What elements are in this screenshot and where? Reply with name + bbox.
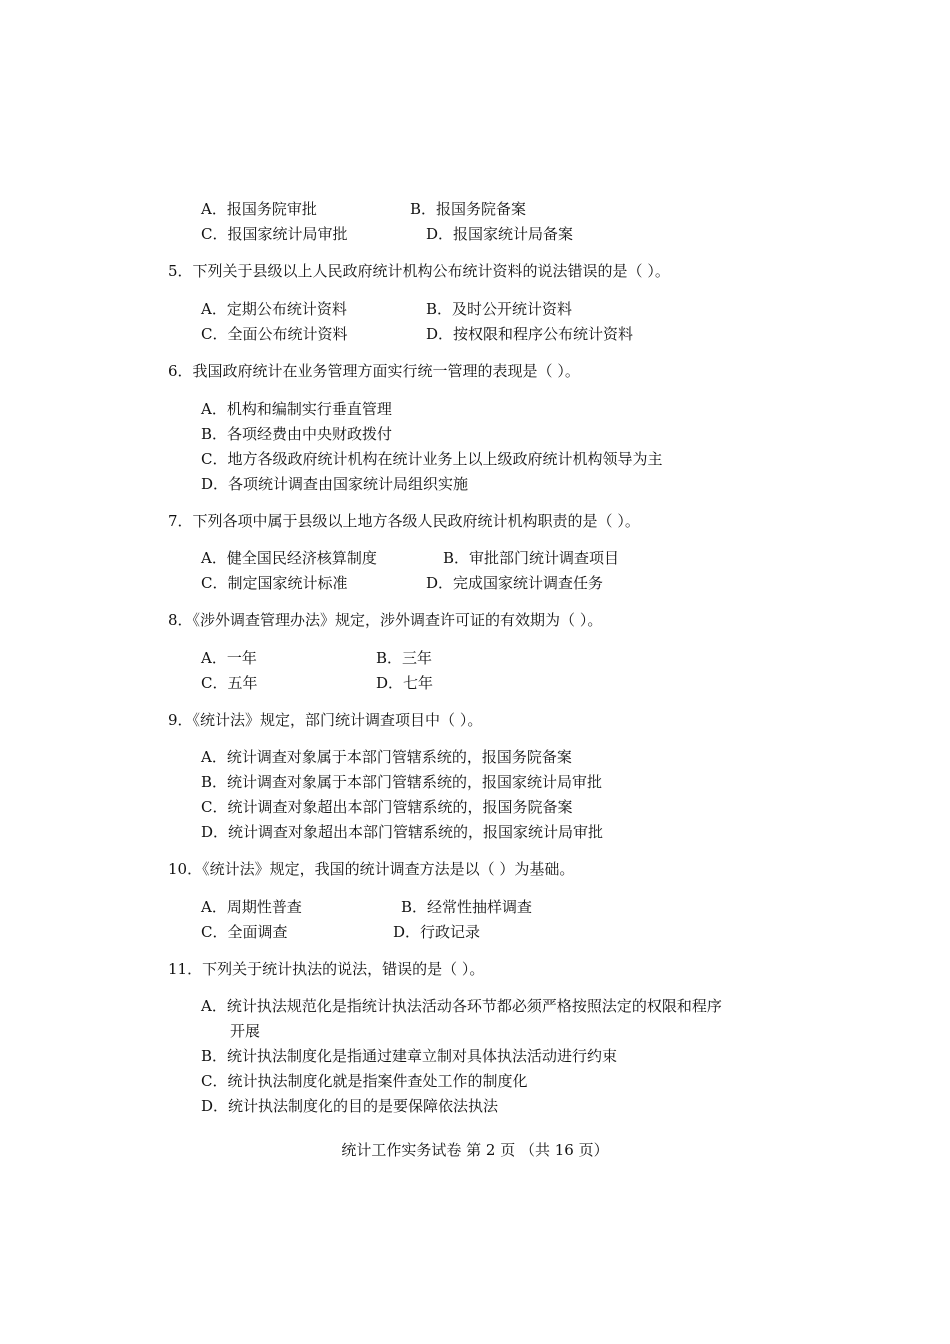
q6-stem: 6．我国政府统计在业务管理方面实行统一管理的表现是（ ）。 [168, 362, 580, 380]
q8-option-c: C．五年 [201, 674, 258, 692]
q8-option-a: A．一年 [201, 649, 257, 667]
q10-option-c: C．全面调查 [201, 923, 288, 941]
q4-option-b: B．报国务院备案 [410, 200, 527, 218]
q8-option-b: B．三年 [376, 649, 433, 667]
q9-option-b: B．统计调查对象属于本部门管辖系统的，报国家统计局审批 [201, 773, 603, 791]
q4-option-d: D．报国家统计局备案 [426, 225, 574, 243]
q11-option-d: D．统计执法制度化的目的是要保障依法执法 [201, 1097, 499, 1115]
q11-option-c: C．统计执法制度化就是指案件查处工作的制度化 [201, 1072, 528, 1090]
q6-option-c: C．地方各级政府统计机构在统计业务上以上级政府统计机构领导为主 [201, 450, 663, 468]
q10-option-a: A．周期性普查 [201, 898, 302, 916]
q10-option-d: D．行政记录 [393, 923, 481, 941]
q9-option-d: D．统计调查对象超出本部门管辖系统的，报国家统计局审批 [201, 823, 604, 841]
q7-stem: 7．下列各项中属于县级以上地方各级人民政府统计机构职责的是（ ）。 [168, 512, 640, 530]
q9-option-a: A．统计调查对象属于本部门管辖系统的，报国务院备案 [201, 748, 572, 766]
q6-option-a: A．机构和编制实行垂直管理 [201, 400, 392, 418]
q4-option-c: C．报国家统计局审批 [201, 225, 348, 243]
q11-stem: 11．下列关于统计执法的说法，错误的是（ ）。 [168, 960, 485, 978]
q5-option-c: C．全面公布统计资料 [201, 325, 348, 343]
q6-option-d: D．各项统计调查由国家统计局组织实施 [201, 475, 469, 493]
q5-stem: 5．下列关于县级以上人民政府统计机构公布统计资料的说法错误的是（ ）。 [168, 262, 670, 280]
q5-option-a: A．定期公布统计资料 [201, 300, 347, 318]
q4-option-a: A．报国务院审批 [201, 200, 317, 218]
q8-option-d: D．七年 [376, 674, 434, 692]
q9-stem: 9．《统计法》规定，部门统计调查项目中（ ）。 [168, 711, 483, 729]
q11-option-a: A．统计执法规范化是指统计执法活动各环节都必须严格按照法定的权限和程序 [201, 997, 722, 1015]
q10-stem: 10．《统计法》规定，我国的统计调查方法是以（ ）为基础。 [168, 860, 575, 878]
q7-option-d: D．完成国家统计调查任务 [426, 574, 604, 592]
page-footer: 统计工作实务试卷 第 2 页 （共 16 页） [341, 1141, 609, 1159]
q5-option-b: B．及时公开统计资料 [426, 300, 573, 318]
q9-option-c: C．统计调查对象超出本部门管辖系统的，报国务院备案 [201, 798, 573, 816]
q7-option-a: A．健全国民经济核算制度 [201, 549, 377, 567]
q10-option-b: B．经常性抽样调查 [401, 898, 533, 916]
q8-stem: 8．《涉外调查管理办法》规定，涉外调查许可证的有效期为（ ）。 [168, 611, 603, 629]
q11-option-a-continued: 开展 [230, 1022, 261, 1040]
q11-option-b: B．统计执法制度化是指通过建章立制对具体执法活动进行约束 [201, 1047, 618, 1065]
q5-option-d: D．按权限和程序公布统计资料 [426, 325, 634, 343]
q6-option-b: B．各项经费由中央财政拨付 [201, 425, 393, 443]
q7-option-c: C．制定国家统计标准 [201, 574, 348, 592]
q7-option-b: B．审批部门统计调查项目 [443, 549, 620, 567]
